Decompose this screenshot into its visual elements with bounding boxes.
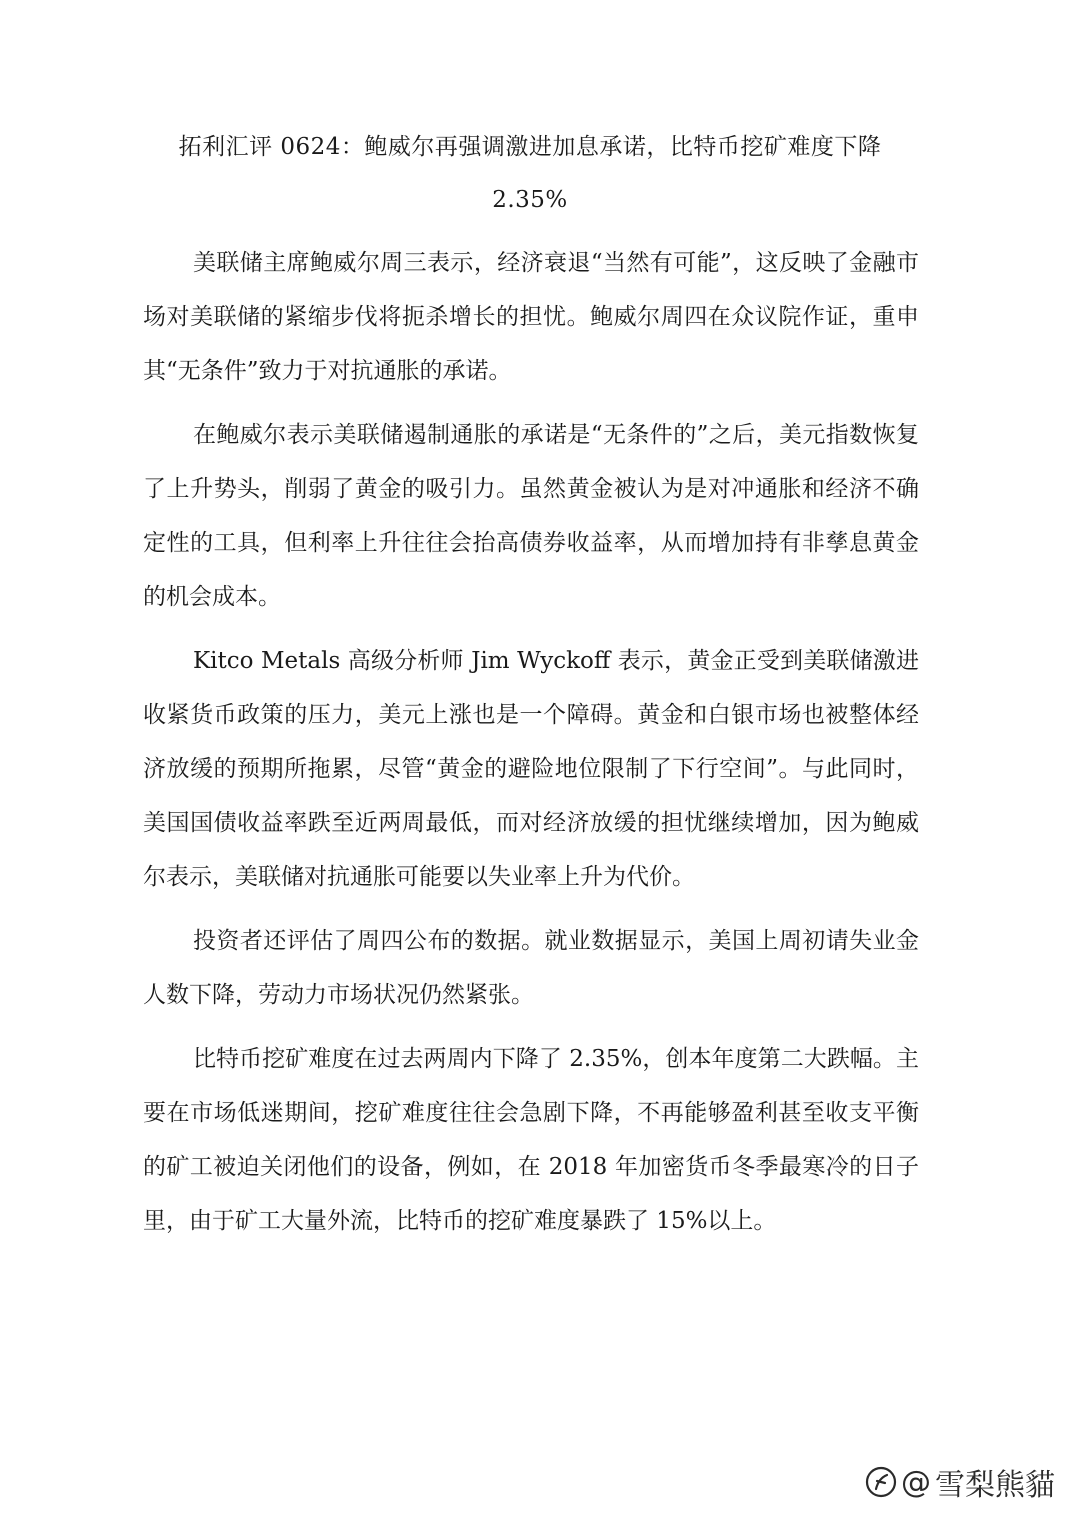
paragraph-1: 美联储主席鲍威尔周三表示，经济衰退“当然有可能”，这反映了金融市场对美联储的紧缩步伐将扼杀增长的担忧。鲍威尔周四在众议院作证，重申其“无条件”致力于对抗通胀的承诺。: [143, 250, 919, 384]
watermark-author-name: 雪梨熊貓: [935, 1468, 1055, 1503]
paragraph-2: 在鲍威尔表示美联储遏制通胀的承诺是“无条件的”之后，美元指数恢复了上升势头，削弱了黄金的吸引力。虽然黄金被认为是对冲通胀和经济不确定性的工具，但利率上升往往会抬高债券收益率，从而增加持有非孳息黄金的机会成本。: [143, 422, 919, 610]
document-title-line-2: 2.35%: [492, 187, 568, 213]
paragraph-5: 比特币挖矿难度在过去两周内下降了 2.35%，创本年度第二大跌幅。主要在市场低迷期间，挖矿难度往往会急剧下降，不再能够盈利甚至收支平衡的矿工被迫关闭他们的设备，例如，在 2018 年加密货币冬季最寒冷的日子里，由于矿工大量外流，比特币的挖矿难度暴跌了 15%以上。: [143, 1046, 919, 1234]
paragraph-3: Kitco Metals 高级分析师 Jim Wyckoff 表示，黄金正受到美联储激进收紧货币政策的压力，美元上涨也是一个障碍。黄金和白银市场也被整体经济放缓的预期所拖累，尽管“黄金的避险地位限制了下行空间”。与此同时，美国国债收益率跌至近两周最低，而对经济放缓的担忧继续增加，因为鲍威尔表示，美联储对抗通胀可能要以失业率上升为代价。: [143, 648, 919, 890]
watermark: [865, 1460, 1055, 1504]
xueqiu-logo-icon: [865, 1466, 897, 1498]
document-body: [143, 236, 919, 1258]
watermark-at-sign: @: [901, 1464, 931, 1500]
paragraph-4: 投资者还评估了周四公布的数据。就业数据显示，美国上周初请失业金人数下降，劳动力市场状况仍然紧张。: [143, 928, 919, 1008]
document-title-line-1: 拓利汇评 0624：鲍威尔再强调激进加息承诺，比特币挖矿难度下降: [178, 134, 882, 160]
